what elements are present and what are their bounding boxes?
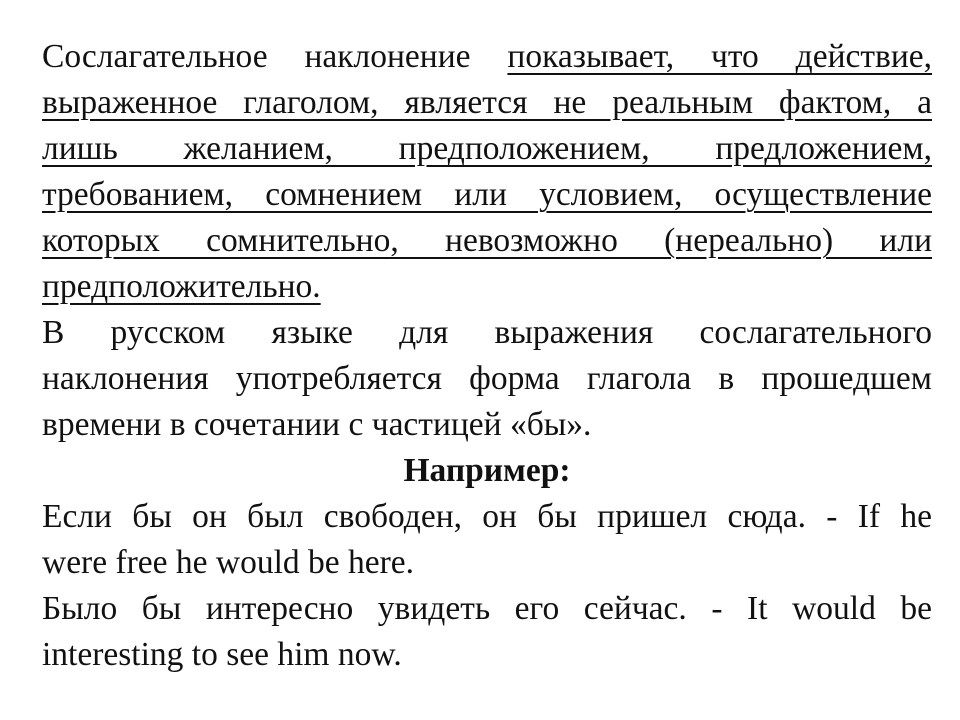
definition-line-4 (42, 172, 932, 218)
usage-line-3: времени в сочетании с частицей «бы». (42, 406, 592, 443)
definition-underlined-text: показывает, что действие, (507, 38, 932, 75)
definition-underlined-text: предположительно. (42, 268, 321, 305)
definition-underlined-text: выраженное глаголом, является не реальным фактом, а (42, 84, 932, 121)
definition-text: Сослагательное наклонение (42, 38, 508, 75)
definition-underlined-text: лишь желанием, предположением, предложением, (42, 130, 932, 167)
example-1-line-1: Если бы он был свободен, он бы пришел сюда. - If he (42, 498, 932, 535)
definition-line-6 (42, 264, 932, 310)
definition-line-2 (42, 80, 932, 126)
example-heading: Например: (403, 452, 571, 489)
slide-text (42, 34, 932, 678)
example-1-line-2: were free he would be here. (42, 544, 415, 581)
example-2-line-2: interesting to see him now. (42, 636, 402, 673)
definition-line-3 (42, 126, 932, 172)
definition-line-1 (42, 34, 932, 80)
definition-underlined-text: требованием, сомнением или условием, осуществление (42, 176, 932, 213)
definition-line-5 (42, 218, 932, 264)
example-2-line-1: Было бы интересно увидеть его сейчас. - It would be (42, 590, 932, 627)
usage-line-1: В русском языке для выражения сослагательного (42, 314, 932, 351)
definition-underlined-text: которых сомнительно, невозможно (нереально) или (42, 222, 932, 259)
usage-line-2: наклонения употребляется форма глагола в прошедшем (42, 360, 932, 397)
